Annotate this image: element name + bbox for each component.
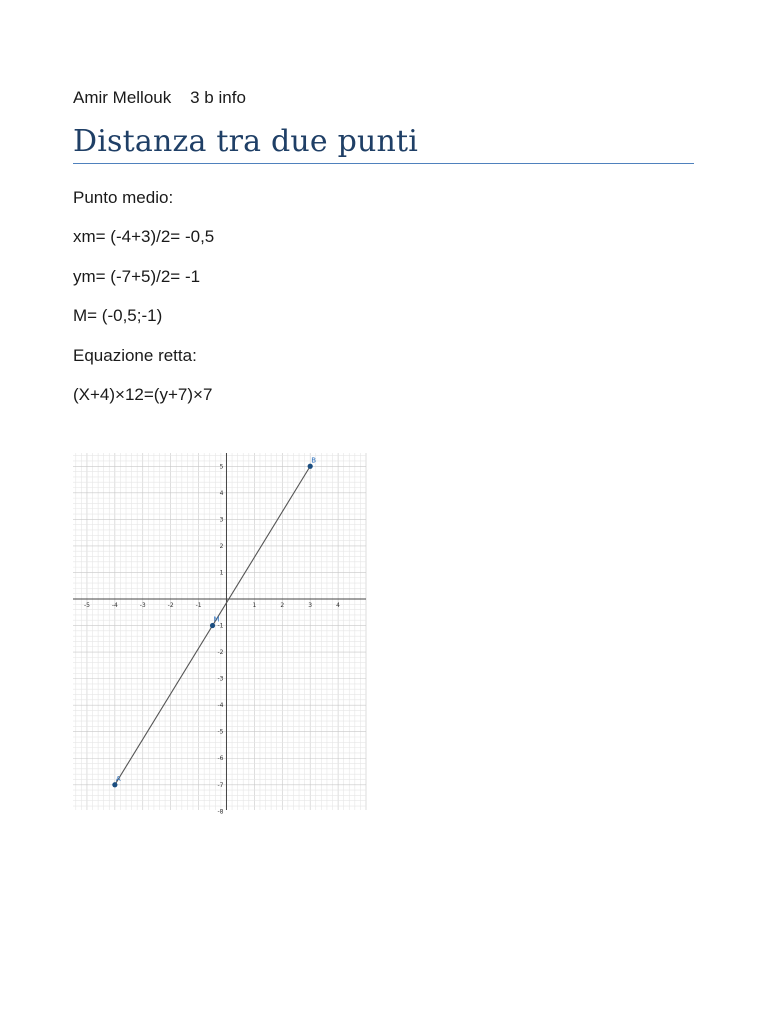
y-tick-label: -1 [217, 622, 224, 630]
text-line-equation: (X+4)×12=(y+7)×7 [73, 385, 213, 404]
x-tick-label: 3 [308, 601, 313, 609]
point-b [308, 464, 313, 469]
y-tick-label: -6 [217, 755, 224, 763]
text-line-xm: xm= (-4+3)/2= -0,5 [73, 227, 215, 246]
y-tick-label: 1 [219, 569, 224, 577]
x-tick-label: 1 [252, 601, 257, 609]
y-tick-label: -7 [217, 781, 224, 789]
point-m [210, 623, 215, 628]
text-line-equation-heading: Equazione retta: [73, 346, 197, 365]
x-tick-label: -3 [139, 601, 146, 609]
author-line: Amir Mellouk 3 b info [73, 88, 246, 107]
y-tick-label: -8 [217, 808, 224, 816]
x-tick-label: -5 [83, 601, 90, 609]
x-tick-label: -2 [167, 601, 174, 609]
cartesian-graph [73, 453, 366, 816]
y-tick-label: -2 [217, 649, 224, 657]
text-line-m: M= (-0,5;-1) [73, 306, 163, 325]
x-tick-label: 2 [280, 601, 285, 609]
point-label-b: B [311, 456, 317, 465]
document-title: Distanza tra due punti [73, 124, 694, 164]
point-label-m: M [213, 615, 220, 624]
y-tick-label: 3 [219, 516, 224, 524]
x-tick-label: -1 [195, 601, 202, 609]
graph-svg [73, 453, 366, 816]
point-a [112, 782, 117, 787]
y-tick-label: 5 [219, 463, 224, 471]
point-label-a: A [115, 774, 121, 783]
y-tick-label: 2 [219, 542, 224, 550]
x-tick-label: -4 [111, 601, 118, 609]
y-tick-label: -3 [217, 675, 224, 683]
x-tick-label: 4 [336, 601, 341, 609]
text-line-midpoint-heading: Punto medio: [73, 188, 174, 207]
y-tick-label: 4 [219, 489, 224, 497]
text-line-ym: ym= (-7+5)/2= -1 [73, 267, 201, 286]
y-tick-label: -5 [217, 728, 224, 736]
y-tick-label: -4 [217, 702, 224, 710]
